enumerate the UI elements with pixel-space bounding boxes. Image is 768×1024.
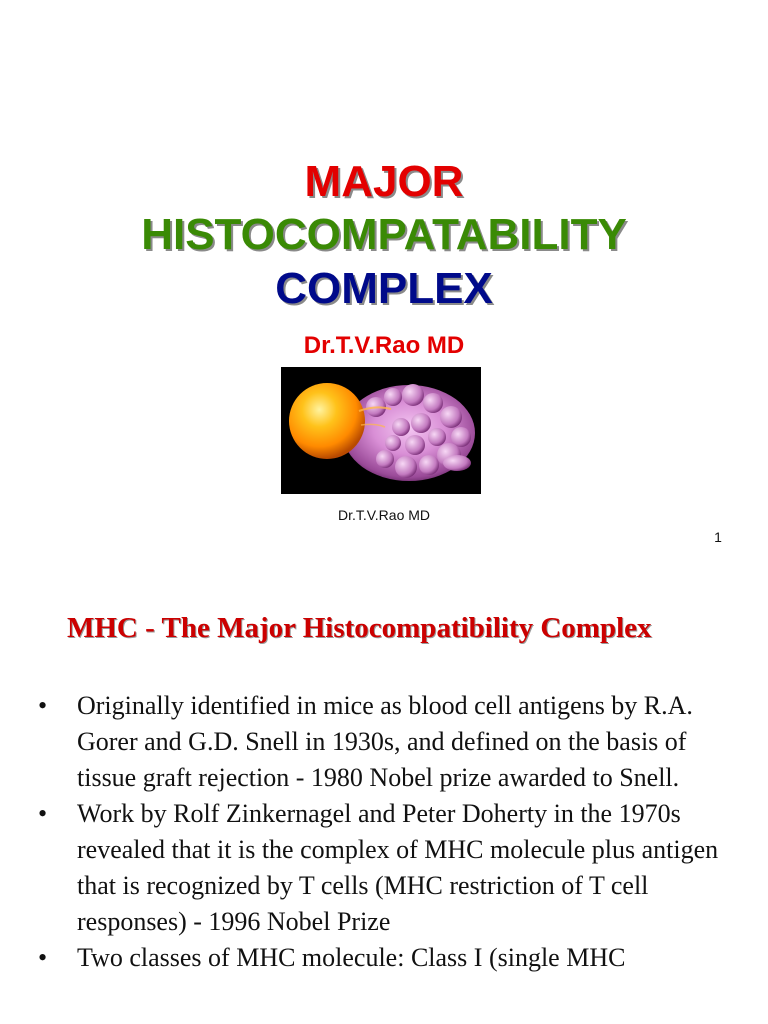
slide-title: MHC - The Major Histocompatibility Complex: [67, 612, 652, 644]
title-histocompatability: HISTOCOMPATABILITY: [141, 210, 627, 259]
bullet-item: [38, 688, 728, 796]
bullet-icon: •: [38, 943, 48, 972]
bullet-text: Work by Rolf Zinkernagel and Peter Doherty in the 1970s revealed that it is the complex of MHC molecule plus antigen that is recognized by T cells (MHC restriction of T cell responses) - 1996 Nobel Prize: [77, 799, 719, 936]
bullet-item: [38, 940, 728, 976]
bullet-icon: •: [38, 799, 48, 828]
cell-attack-image: [281, 367, 481, 494]
slide-2: [0, 576, 768, 1024]
title-complex: COMPLEX: [275, 264, 493, 313]
bullet-list: [38, 688, 728, 976]
bullet-icon: •: [38, 691, 48, 720]
cell-illustration-icon: [281, 367, 481, 494]
slide-footer: Dr.T.V.Rao MD: [337, 507, 431, 523]
bullet-item: [38, 796, 728, 940]
author-name: Dr.T.V.Rao MD: [303, 332, 465, 359]
title-major: MAJOR: [304, 157, 464, 206]
bullet-text: Originally identified in mice as blood cell antigens by R.A. Gorer and G.D. Snell in 1930s, and defined on the basis of tissue graft rejection - 1980 Nobel prize awarded to Snell.: [77, 691, 693, 792]
bullet-text: Two classes of MHC molecule: Class I (single MHC: [77, 943, 626, 972]
page-number: 1: [714, 529, 722, 545]
